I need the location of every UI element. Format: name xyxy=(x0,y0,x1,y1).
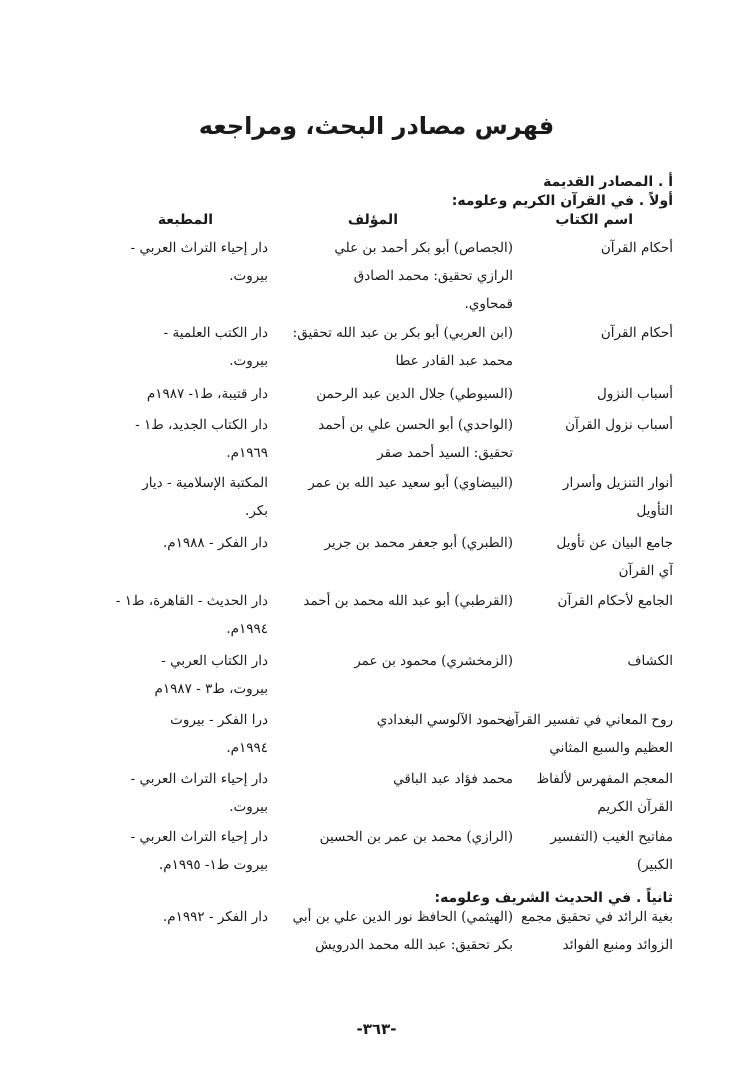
section-heading-quran: أولاً . في القرآن الكريم وعلومه: xyxy=(451,193,673,209)
entry-publisher: بيروت. xyxy=(229,353,268,369)
entry-author: (السيوطي) جلال الدين عبد الرحمن xyxy=(316,386,513,402)
entry-publisher: بيروت. xyxy=(229,268,268,284)
entry-publisher: دار الحديث - القاهرة، ط١ - xyxy=(115,593,268,609)
entry-author: (الجصاص) أبو بكر أحمد بن علي xyxy=(334,240,513,256)
entry-publisher: ١٩٩٤م. xyxy=(226,621,268,637)
entry-book: القرآن الكريم xyxy=(597,799,673,815)
entry-book: أسباب النزول xyxy=(597,386,673,402)
reference-entry xyxy=(0,655,753,695)
reference-entry xyxy=(0,327,753,367)
entry-author: تحقيق: السيد أحمد صقر xyxy=(377,445,513,461)
entry-publisher: بيروت. xyxy=(229,799,268,815)
entry-book: الكبير) xyxy=(636,857,673,873)
entry-publisher: دار الكتب العلمية - xyxy=(163,325,268,341)
entry-publisher: ١٩٩٤م. xyxy=(226,740,268,756)
entry-author: قمحاوي. xyxy=(464,296,513,312)
entry-book: الكشاف xyxy=(627,653,673,669)
entry-publisher: بيروت ط١- ١٩٩٥م. xyxy=(158,857,268,873)
entry-publisher: دار إحياء التراث العربي - xyxy=(130,829,268,845)
reference-entry xyxy=(0,911,753,951)
entry-author: (الواحدي) أبو الحسن علي بن أحمد xyxy=(318,417,513,433)
entry-book: جامع البيان عن تأويل xyxy=(556,535,673,551)
entry-publisher: ١٩٦٩م. xyxy=(226,445,268,461)
page-number: -٣٦٣- xyxy=(356,1020,397,1038)
entry-author: بكر تحقيق: عبد الله محمد الدرويش xyxy=(315,937,513,953)
entry-author: الرازي تحقيق: محمد الصادق xyxy=(353,268,513,284)
entry-author: (الطبري) أبو جعفر محمد بن جرير xyxy=(324,535,513,551)
entry-author: (البيضاوي) أبو سعيد عبد الله بن عمر xyxy=(308,475,513,491)
entry-book: التأويل xyxy=(636,503,673,519)
reference-entry xyxy=(0,537,753,577)
entry-book: بغية الرائد في تحقيق مجمع xyxy=(521,909,673,925)
entry-author: محمد عبد القادر عطا xyxy=(395,353,513,369)
entry-book: أنوار التنزيل وأسرار xyxy=(562,475,673,491)
column-header-publisher: المطبعة xyxy=(157,212,213,228)
entry-author: (الهيثمي) الحافظ نور الدين علي بن أبي xyxy=(292,909,513,925)
entry-book: مفاتيح الغيب (التفسير xyxy=(550,829,673,845)
reference-entry xyxy=(0,714,753,754)
entry-book: الزوائد ومنبع الفوائد xyxy=(562,937,673,953)
entry-publisher: المكتبة الإسلامية - ديار xyxy=(142,475,268,491)
section-heading-old-sources: أ . المصادر القديمة xyxy=(543,174,673,190)
entry-book: العظيم والسبع المثاني xyxy=(549,740,673,756)
entry-book: أسباب نزول القرآن xyxy=(565,417,673,433)
entry-author: محمود الآلوسي البغدادي xyxy=(376,712,513,728)
entry-author: (الزمخشري) محمود بن عمر xyxy=(354,653,513,669)
entry-publisher: درا الفكر - بيروت xyxy=(170,712,268,728)
entry-publisher: دار الفكر - ١٩٨٨م. xyxy=(163,535,268,551)
entry-publisher: دار إحياء التراث العربي - xyxy=(130,771,268,787)
entry-book: أحكام القرآن xyxy=(600,325,673,341)
entry-book: آي القرآن xyxy=(618,563,673,579)
entry-publisher: دار الكتاب العربي - xyxy=(161,653,268,669)
column-header-book: اسم الكتاب xyxy=(555,212,633,228)
reference-entry xyxy=(0,419,753,459)
entry-author: (القرطبي) أبو عبد الله محمد بن أحمد xyxy=(303,593,513,609)
entry-author: (ابن العربي) أبو بكر بن عبد الله تحقيق: xyxy=(292,325,513,341)
entry-book: أحكام القرآن xyxy=(600,240,673,256)
entry-publisher: دار قتيبة، ط١- ١٩٨٧م xyxy=(146,386,268,402)
entry-book: الجامع لأحكام القرآن xyxy=(557,593,673,609)
entry-publisher: دار الفكر - ١٩٩٢م. xyxy=(163,909,268,925)
entry-publisher: دار إحياء التراث العربي - xyxy=(130,240,268,256)
reference-entry xyxy=(0,477,753,517)
entry-book: المعجم المفهرس لألفاظ xyxy=(536,771,673,787)
section-heading-hadith: ثانياً . في الحديث الشريف وعلومه: xyxy=(434,890,673,906)
reference-entry xyxy=(0,595,753,635)
reference-entry xyxy=(0,773,753,813)
entry-publisher: بكر. xyxy=(245,503,268,519)
entry-book: روح المعاني في تفسير القرآن xyxy=(505,712,673,728)
entry-publisher: دار الكتاب الجديد، ط١ - xyxy=(135,417,268,433)
reference-entry xyxy=(0,831,753,871)
column-header-author: المؤلف xyxy=(347,212,398,228)
entry-author: (الرازي) محمد بن عمر بن الحسين xyxy=(319,829,513,845)
entry-author: محمد فؤاد عبد الباقي xyxy=(393,771,513,787)
reference-entry xyxy=(0,240,753,312)
entry-publisher: بيروت، ط٣ - ١٩٨٧م xyxy=(154,681,268,697)
page-title: فهرس مصادر البحث، ومراجعه xyxy=(198,112,555,140)
